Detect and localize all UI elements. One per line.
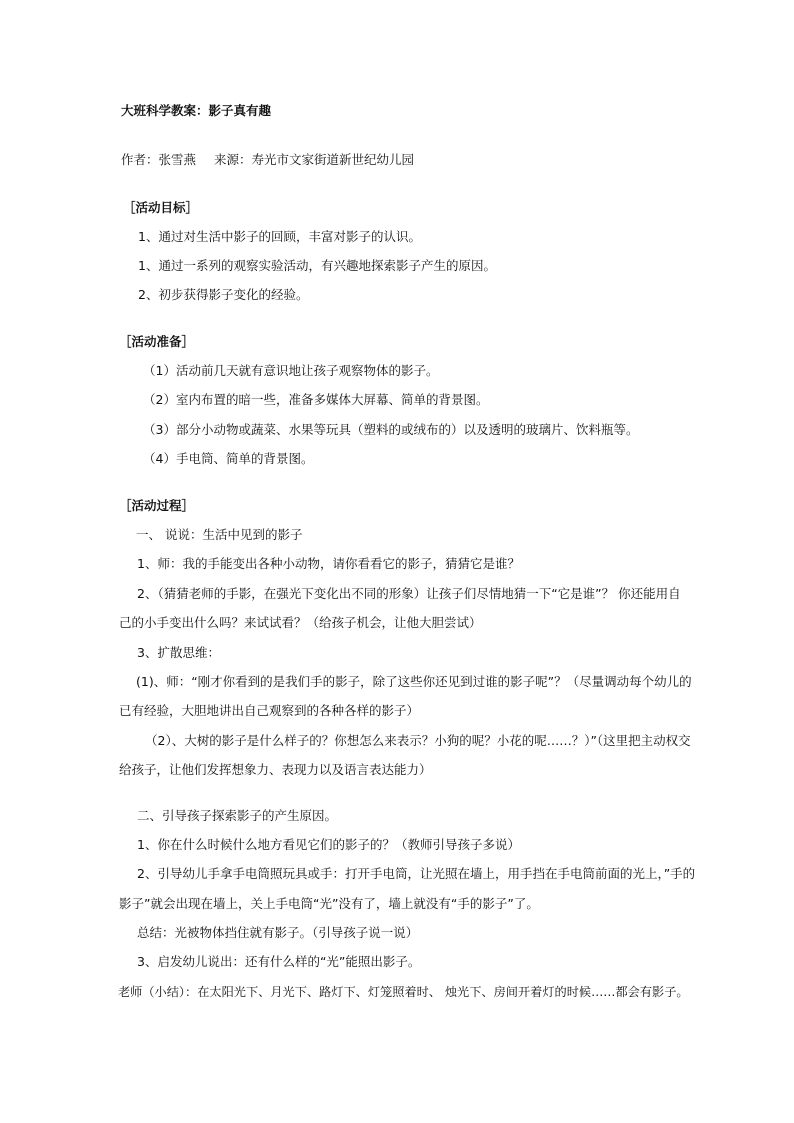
summary-paragraph: 总结：光被物体挡住就有影子。（引导孩子说一说） (137, 925, 419, 940)
process-paragraph: 3、启发幼儿说出：还有什么样的“光”能照出影子。 (137, 954, 421, 969)
part2-title: 二、引导孩子探索影子的产生原因。 (137, 808, 338, 823)
author-text: 作者：张雪燕 (121, 152, 197, 167)
document-title: 大班科学教案：影子真有趣 (121, 103, 272, 118)
process-paragraph-cont: 己的小手变出什么吗？来试试看？（给孩子机会，让他大胆尝试） (119, 615, 482, 630)
process-paragraph: 1、师：我的手能变出各种小动物，请你看看它的影子，猜猜它是谁？ (137, 556, 520, 571)
section-heading-goals: ［活动目标］ (123, 200, 199, 215)
prep-item: （1）活动前几天就有意识地让孩子观察物体的影子。 (143, 363, 439, 378)
author-line (121, 152, 414, 168)
goal-item: 1、通过一系列的观察实验活动，有兴趣地探索影子产生的原因。 (138, 258, 496, 273)
process-paragraph-cont: 已有经验，大胆地讲出自己观察到的各种各样的影子） (119, 703, 420, 718)
process-paragraph: （2）、大树的影子是什么样子的？你想怎么来表示？小狗的呢？小花的呢……？）”（这里把主动权交 (145, 733, 691, 748)
section-heading-preparation: ［活动准备］ (119, 334, 195, 349)
prep-item: （2）室内布置的暗一些，准备多媒体大屏幕、简单的背景图。 (143, 392, 489, 407)
process-paragraph: 2、（猜猜老师的手影，在强光下变化出不同的形象）让孩子们尽情地猜一下“它是谁”？ 你还能用自 (137, 586, 681, 601)
source-text: 来源：寿光市文家街道新世纪幼儿园 (214, 152, 415, 167)
process-paragraph: 3、扩散思维： (137, 645, 220, 660)
part1-title: 一、 说说：生活中见到的影子 (136, 527, 303, 542)
section-heading-process: ［活动过程］ (119, 498, 195, 513)
goal-item: 1、通过对生活中影子的回顾，丰富对影子的认识。 (138, 229, 421, 244)
process-paragraph: (1)、师：“刚才你看到的是我们手的影子，除了这些你还见到过谁的影子呢”？（尽量调动每个幼儿的 (136, 674, 692, 689)
process-paragraph: 2、引导幼儿手拿手电筒照玩具或手：打开手电筒，让光照在墙上，用手挡在手电筒前面的光上，”手的 (137, 866, 696, 881)
process-paragraph: 1、你在什么时候什么地方看见它们的影子的？（教师引导孩子多说） (137, 837, 520, 852)
teacher-summary: 老师（小结）：在太阳光下、月光下、路灯下、灯笼照着时、 烛光下、房间开着灯的时候……都会有影子。 (118, 985, 689, 999)
prep-item: （3）部分小动物或蔬菜、水果等玩具（塑料的或绒布的）以及透明的玻璃片、饮料瓶等。 (143, 422, 639, 437)
process-paragraph-cont: 影子”就会出现在墙上，关上手电筒“光”没有了，墙上就没有“手的影子”了。 (119, 896, 539, 911)
prep-item: （4）手电筒、简单的背景图。 (143, 451, 314, 466)
goal-item: 2、初步获得影子变化的经验。 (138, 287, 309, 302)
process-paragraph-cont: 给孩子，让他们发挥想象力、表现力以及语言表达能力） (119, 762, 432, 777)
